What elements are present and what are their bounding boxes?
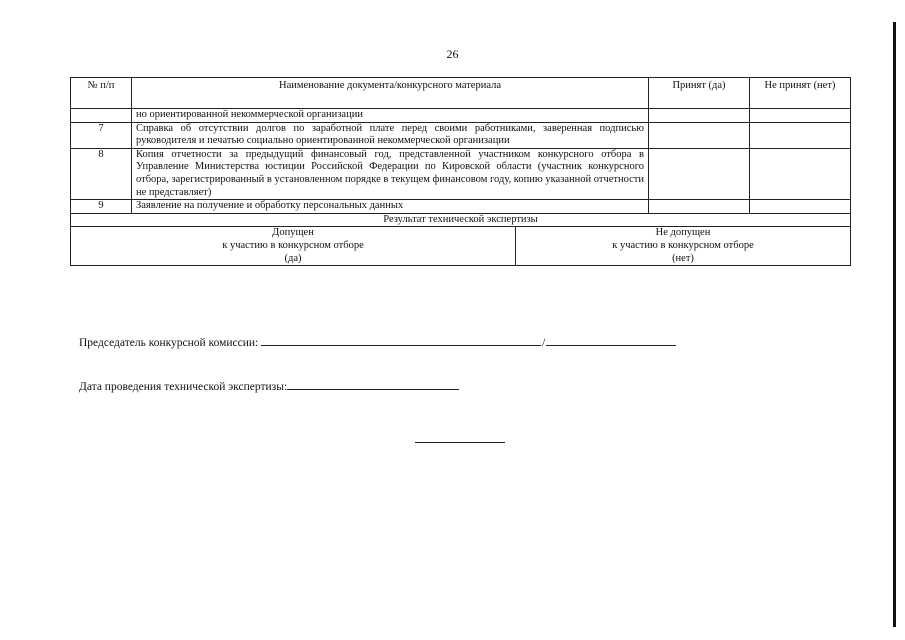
not-admitted-label: Не допущен	[655, 227, 711, 239]
row-document-name: Заявление на получение и обработку персональных данных	[132, 200, 649, 214]
row-document-name: но ориентированной некоммерческой организации	[132, 109, 649, 123]
row-accepted-cell	[649, 148, 750, 199]
row-accepted-cell	[649, 109, 750, 123]
row-not-accepted-cell	[750, 109, 851, 123]
row-number	[71, 109, 132, 123]
result-title-row	[71, 213, 851, 227]
row-not-accepted-cell	[750, 122, 851, 148]
documents-table	[70, 77, 851, 266]
row-not-accepted-cell	[750, 200, 851, 214]
header-not-accepted: Не принят (нет)	[750, 78, 851, 109]
chairman-name-field[interactable]	[261, 334, 541, 346]
page-number: 26	[446, 47, 459, 61]
chairman-signature-field[interactable]	[546, 334, 676, 346]
admitted-description: к участию в конкурсном отборе	[222, 239, 364, 251]
row-number: 8	[71, 148, 132, 199]
expertise-date-line	[79, 378, 459, 393]
row-number: 9	[71, 200, 132, 214]
header-accepted: Принят (да)	[649, 78, 750, 109]
table-header-row	[71, 78, 851, 109]
admitted-cell	[71, 227, 516, 266]
table-row	[71, 122, 851, 148]
row-number: 7	[71, 122, 132, 148]
not-admitted-cell	[516, 227, 851, 266]
row-accepted-cell	[649, 122, 750, 148]
end-of-document-rule	[415, 442, 505, 443]
row-document-name: Справка об отсутствии долгов по заработной плате перед своими работниками, заверенная подписью руководителя и печатью социально ориентированной некоммерческой организации	[132, 122, 649, 148]
expertise-date-label: Дата проведения технической экспертизы:	[79, 381, 288, 393]
header-document-name: Наименование документа/конкурсного материала	[132, 78, 649, 109]
table-row	[71, 200, 851, 214]
row-not-accepted-cell	[750, 148, 851, 199]
not-admitted-value: (нет)	[672, 252, 694, 264]
admitted-label: Допущен	[272, 227, 314, 239]
admitted-value: (да)	[284, 252, 302, 264]
not-admitted-description: к участию в конкурсном отборе	[612, 239, 754, 251]
result-row	[71, 227, 851, 266]
row-document-name: Копия отчетности за предыдущий финансовый год, представленной участником конкурсного отбора в Управление Министерства юстиции Российской Федерации по Кировской области (участник конкурсного отбора, зарегистрированный в установленном порядке в текущем финансовом году, копию указанной отчетности не представляет)	[132, 148, 649, 199]
expertise-date-field[interactable]	[287, 378, 459, 390]
chairman-signature-line	[79, 334, 676, 349]
table-row	[71, 148, 851, 199]
row-accepted-cell	[649, 200, 750, 214]
chairman-label: Председатель конкурсной комиссии:	[79, 337, 259, 349]
table-row	[71, 109, 851, 123]
page-edge-bar	[893, 22, 896, 627]
header-number: № п/п	[71, 78, 132, 109]
result-title: Результат технической экспертизы	[71, 213, 851, 227]
signature-separator: /	[542, 337, 546, 349]
